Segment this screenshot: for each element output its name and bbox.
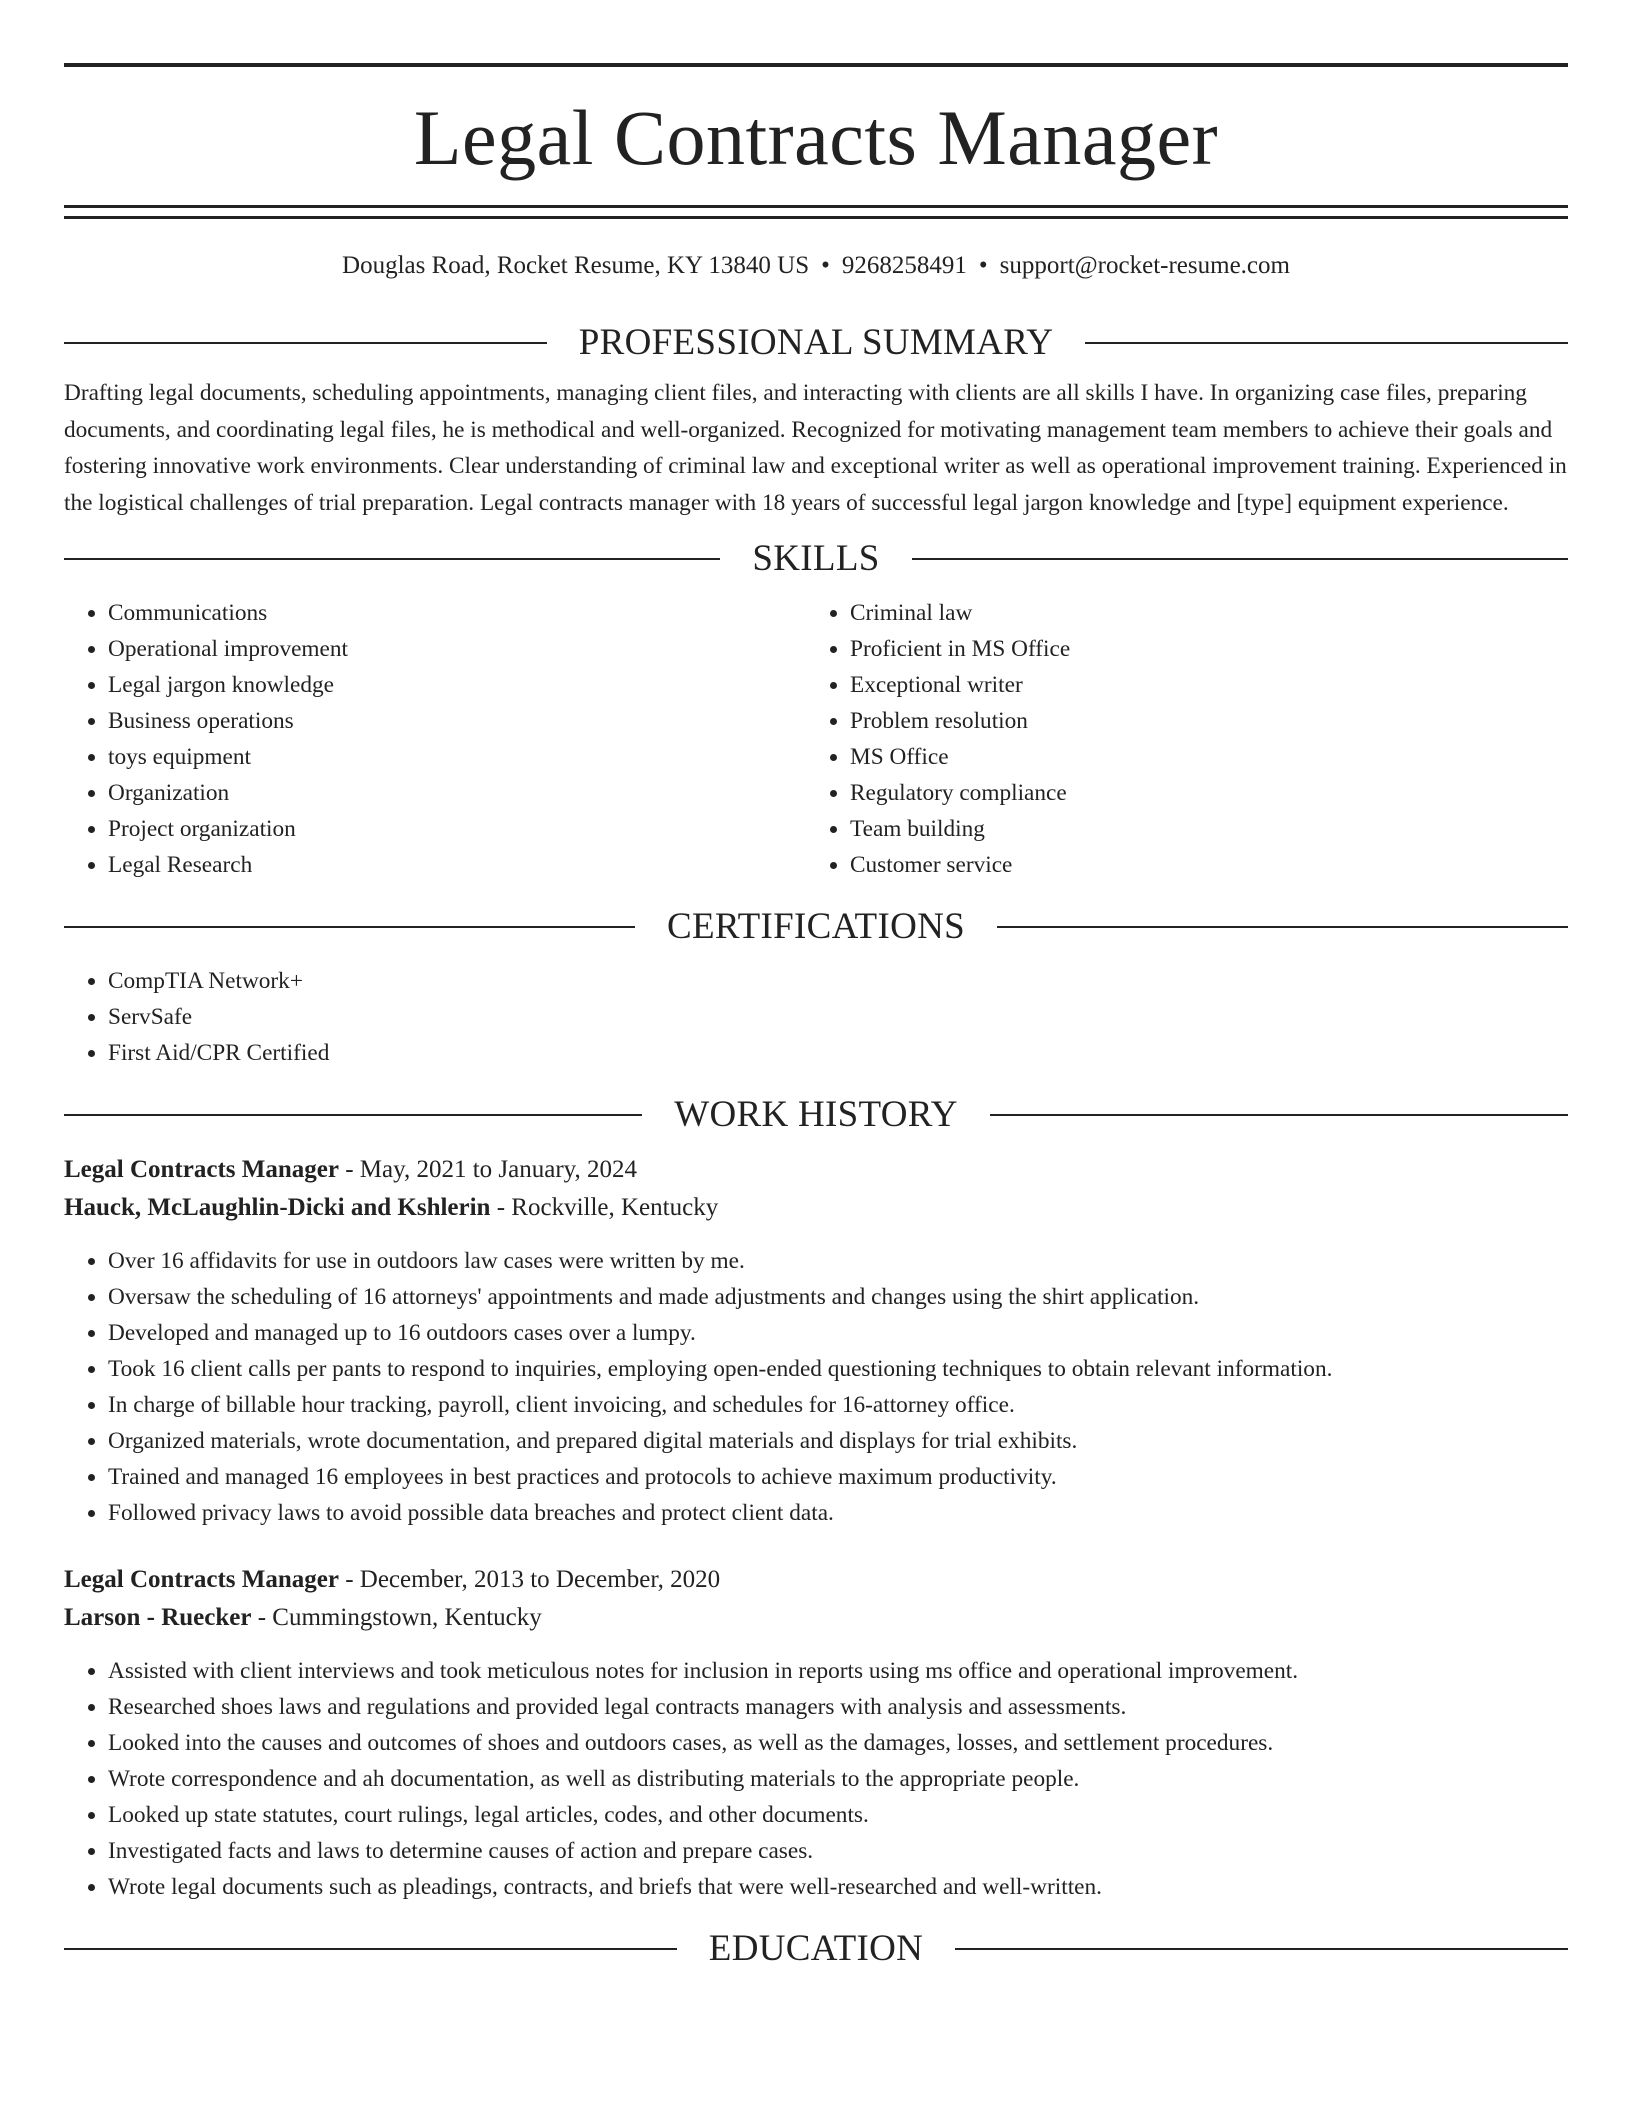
header-double-rule (64, 205, 1568, 219)
skills-column-left (64, 595, 806, 883)
section-title: EDUCATION (708, 1928, 924, 1969)
job-company-line (64, 1189, 1568, 1227)
section-heading-summary (64, 319, 1568, 367)
contact-address: Douglas Road, Rocket Resume, KY 13840 US (342, 252, 810, 279)
job-bullet: • Investigated facts and laws to determine causes of action and prepare cases. (108, 1833, 1568, 1869)
heading-rule-right (997, 926, 1568, 928)
job-bullet: • Developed and managed up to 16 outdoors cases over a lumpy. (108, 1315, 1568, 1351)
heading-rule-right (990, 1114, 1568, 1116)
job-bullet: • Looked up state statutes, court rulings, legal articles, codes, and other documents. (108, 1797, 1568, 1833)
resume-title: Legal Contracts Manager (413, 94, 1219, 181)
job-company-line (64, 1599, 1568, 1637)
skills-grid (64, 595, 1568, 883)
job-location: - Rockville, Kentucky (490, 1194, 719, 1221)
heading-rule-right (1085, 342, 1568, 344)
job-bullets (64, 1243, 1568, 1531)
skill-item: • Operational improvement (108, 631, 806, 667)
job-bullet: • Oversaw the scheduling of 16 attorneys' appointments and made adjustments and changes using the shirt application. (108, 1279, 1568, 1315)
job-company: Hauck, McLaughlin-Dicki and Kshlerin (64, 1194, 491, 1221)
resume-page (64, 0, 1568, 1973)
contact-separator: • (821, 252, 830, 279)
skill-item: • Business operations (108, 703, 806, 739)
job-bullet: • Trained and managed 16 employees in best practices and protocols to achieve maximum productivity. (108, 1459, 1568, 1495)
section-heading-skills (64, 535, 1568, 583)
job-bullet: • Wrote legal documents such as pleadings, contracts, and briefs that were well-researched and well-written. (108, 1869, 1568, 1905)
job-bullets (64, 1653, 1568, 1905)
skill-item: • Legal Research (108, 847, 806, 883)
skill-item: • Organization (108, 775, 806, 811)
job-dates: - December, 2013 to December, 2020 (338, 1566, 721, 1593)
job-dates: - May, 2021 to January, 2024 (338, 1156, 638, 1183)
skill-item: • Exceptional writer (850, 667, 1568, 703)
skill-item: • Legal jargon knowledge (108, 667, 806, 703)
skill-item: • toys equipment (108, 739, 806, 775)
job-bullet: • In charge of billable hour tracking, payroll, client invoicing, and schedules for 16-attorney office. (108, 1387, 1568, 1423)
header-top-rule (64, 63, 1568, 67)
section-heading-certifications (64, 903, 1568, 951)
skill-item: • Regulatory compliance (850, 775, 1568, 811)
job-bullet: • Followed privacy laws to avoid possible data breaches and protect client data. (108, 1495, 1568, 1531)
skill-item: • Problem resolution (850, 703, 1568, 739)
contact-separator: • (978, 252, 988, 279)
job-title: Legal Contracts Manager (64, 1156, 339, 1183)
heading-rule-right (912, 558, 1568, 560)
job-title: Legal Contracts Manager (64, 1566, 339, 1593)
section-heading-education (64, 1925, 1568, 1973)
job-bullet: • Organized materials, wrote documentation, and prepared digital materials and displays for trial exhibits. (108, 1423, 1568, 1459)
job-bullet: • Looked into the causes and outcomes of shoes and outdoors cases, as well as the damages, losses, and settlement procedures. (108, 1725, 1568, 1761)
heading-rule-left (64, 926, 635, 928)
heading-rule-left (64, 342, 547, 344)
contact-email[interactable]: support@rocket-resume.com (999, 252, 1290, 279)
job-location: - Cummingstown, Kentucky (251, 1604, 542, 1631)
section-title: SKILLS (752, 538, 880, 579)
job-title-line (64, 1561, 1568, 1599)
skills-column-right (806, 595, 1568, 883)
job-entry (64, 1151, 1568, 1531)
heading-rule-left (64, 1114, 642, 1116)
skill-item: • Criminal law (850, 595, 1568, 631)
certification-item: • ServSafe (108, 999, 1568, 1035)
certification-item: • CompTIA Network+ (108, 963, 1568, 999)
job-bullet: • Took 16 client calls per pants to respond to inquiries, employing open-ended questioning techniques to obtain relevant information. (108, 1351, 1568, 1387)
job-company: Larson - Ruecker (64, 1604, 252, 1631)
section-heading-work-history (64, 1091, 1568, 1139)
section-title: WORK HISTORY (674, 1094, 958, 1135)
summary-text: Drafting legal documents, scheduling appointments, managing client files, and interacting with clients are all skills I have. In organizing case files, preparing documents, and coordinating legal files, he is methodical and well-organized. Recognized for motivating management team members to achieve their goals and fostering innovative work environments. Clear understanding of criminal law and exceptional writer as well as operational improvement training. Experienced in the logistical challenges of trial preparation. Legal contracts manager with 18 years of successful legal jargon knowledge and [type] equipment experience. (64, 380, 1567, 516)
skills-list-right (806, 595, 1568, 883)
certifications-list (64, 963, 1568, 1071)
contact-phone: 9268258491 (841, 252, 967, 279)
heading-rule-left (64, 558, 720, 560)
skill-item: • MS Office (850, 739, 1568, 775)
skill-item: • Project organization (108, 811, 806, 847)
job-bullet: • Over 16 affidavits for use in outdoors law cases were written by me. (108, 1243, 1568, 1279)
section-title: CERTIFICATIONS (667, 906, 965, 947)
job-bullet: • Assisted with client interviews and took meticulous notes for inclusion in reports using ms office and operational improvement. (108, 1653, 1568, 1689)
job-title-line (64, 1151, 1568, 1189)
job-bullet: • Researched shoes laws and regulations and provided legal contracts managers with analysis and assessments. (108, 1689, 1568, 1725)
skill-item: • Team building (850, 811, 1568, 847)
skill-item: • Proficient in MS Office (850, 631, 1568, 667)
skill-item: • Communications (108, 595, 806, 631)
heading-rule-right (955, 1948, 1568, 1950)
job-entry (64, 1561, 1568, 1905)
heading-rule-left (64, 1948, 677, 1950)
skill-item: • Customer service (850, 847, 1568, 883)
skills-list-left (64, 595, 806, 883)
certification-item: • First Aid/CPR Certified (108, 1035, 1568, 1071)
section-title: PROFESSIONAL SUMMARY (578, 322, 1054, 363)
job-bullet: • Wrote correspondence and ah documentation, as well as distributing materials to the appropriate people. (108, 1761, 1568, 1797)
contact-line (64, 249, 1568, 283)
